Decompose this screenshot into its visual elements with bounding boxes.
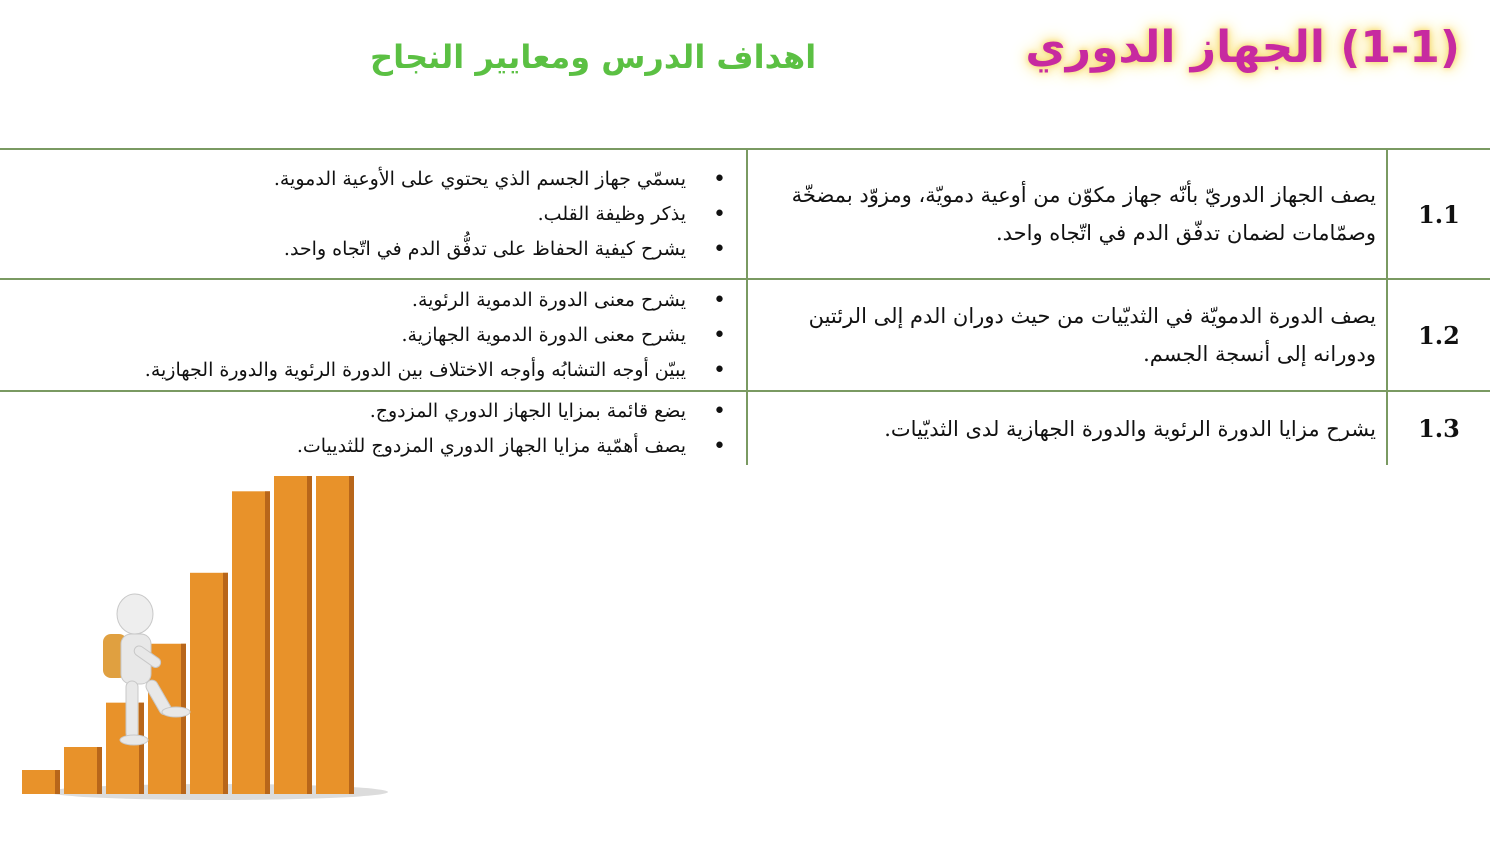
- objectives-table: [0, 148, 1490, 465]
- sub-title: اهداف الدرس ومعايير النجاح: [370, 38, 817, 76]
- step-bar: [232, 491, 270, 794]
- criterion-item: • يسمّي جهاز الجسم الذي يحتوي على الأوعية الدموية.: [0, 162, 686, 197]
- criterion-item: • يذكر وظيفة القلب.: [0, 197, 686, 232]
- criterion-item: • يصف أهمّية مزايا الجهاز الدوري المزدوج للثدييات.: [0, 429, 686, 464]
- objective-number: 1.3: [1387, 391, 1490, 465]
- step-bar: [190, 573, 228, 794]
- criterion-item: • يضع قائمة بمزايا الجهاز الدوري المزدوج.: [0, 394, 686, 429]
- table-row: [0, 149, 1490, 279]
- objective-description: يصف الجهاز الدوريّ بأنّه جهاز مكوّن من أوعية دمويّة، ومزوّد بمضخّة وصمّامات لضمان تدفّق الدم في اتّجاه واحد.: [747, 149, 1387, 279]
- criterion-item: • يشرح كيفية الحفاظ على تدفُّق الدم في اتّجاه واحد.: [0, 232, 686, 267]
- table-row: [0, 279, 1490, 391]
- step-bar: [22, 770, 60, 794]
- step-bar: [64, 747, 102, 794]
- success-criteria: [0, 279, 747, 391]
- step-bar-side: [139, 703, 144, 794]
- step-bar-side: [349, 476, 354, 794]
- main-title: (1-1) الجهاز الدوري: [1025, 22, 1460, 73]
- step-bar: [316, 476, 354, 794]
- objective-description: يشرح مزايا الدورة الرئوية والدورة الجهازية لدى الثديّيات.: [747, 391, 1387, 465]
- table-row: [0, 391, 1490, 465]
- steps: [22, 476, 354, 794]
- criterion-item: • يشرح معنى الدورة الدموية الجهازية.: [0, 318, 686, 353]
- success-criteria: [0, 149, 747, 279]
- step-bar-side: [307, 476, 312, 794]
- criterion-item: • يبيّن أوجه التشابُه وأوجه الاختلاف بين الدورة الرئوية والدورة الجهازية.: [0, 353, 686, 388]
- objective-number: 1.2: [1387, 279, 1490, 391]
- step-bar-side: [265, 491, 270, 794]
- success-criteria: [0, 391, 747, 465]
- step-bar-side: [55, 770, 60, 794]
- criterion-item: • يشرح معنى الدورة الدموية الرئوية.: [0, 283, 686, 318]
- objective-description: يصف الدورة الدمويّة في الثديّيات من حيث دوران الدم إلى الرئتين ودورانه إلى أنسجة الجسم.: [747, 279, 1387, 391]
- step-bar-side: [97, 747, 102, 794]
- step-bar-side: [181, 644, 186, 794]
- step-bar: [274, 476, 312, 794]
- objective-number: 1.1: [1387, 149, 1490, 279]
- step-bar-side: [223, 573, 228, 794]
- stairs-progress-figure-icon: [18, 476, 398, 816]
